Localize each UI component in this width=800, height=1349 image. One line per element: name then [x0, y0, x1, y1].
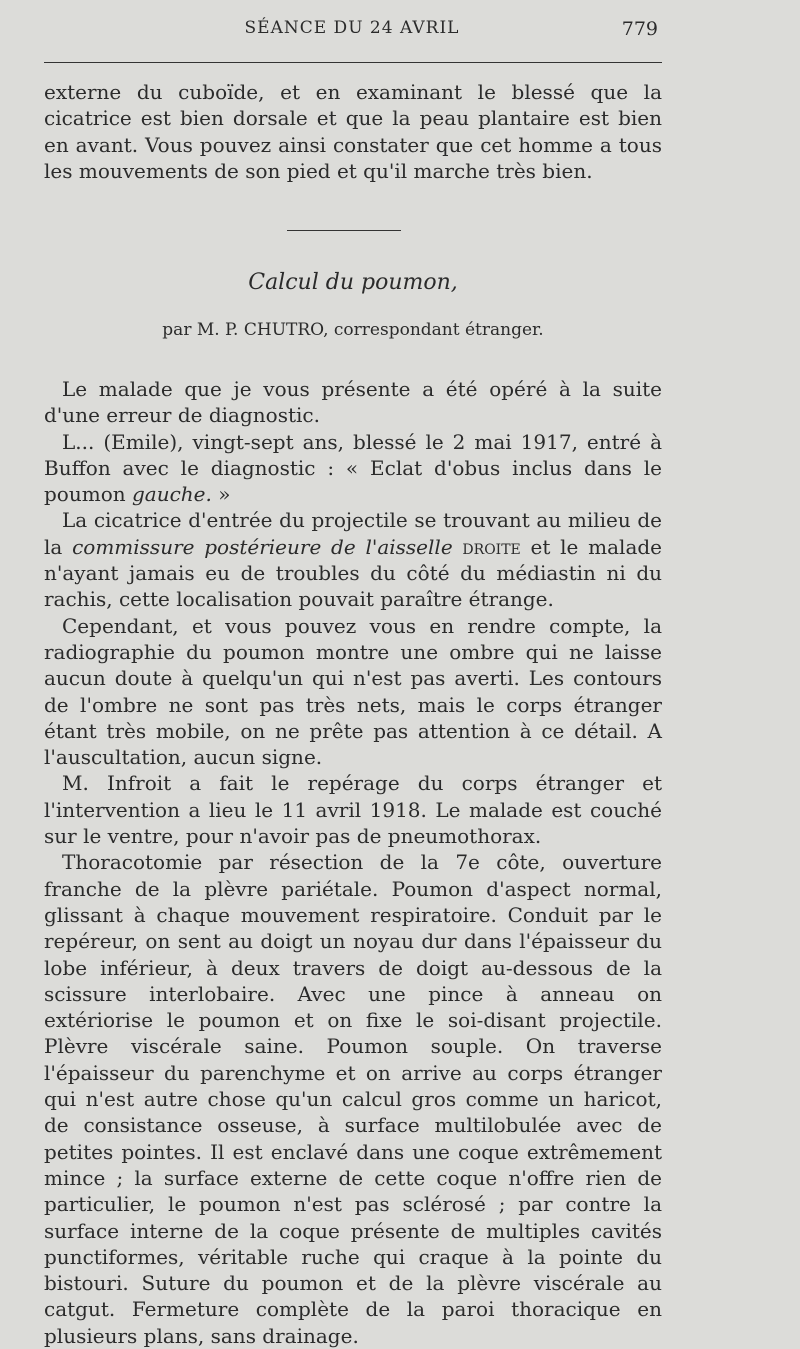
paragraph-2-end: »	[211, 482, 231, 507]
article-byline: par M. P. CHUTRO, correspondant étranger.	[162, 320, 544, 340]
page-number: 779	[621, 18, 658, 40]
paragraph-3	[44, 507, 662, 612]
paragraph-3-smallcaps: droite	[462, 534, 521, 559]
intro-paragraph-block	[44, 79, 662, 184]
section-separator	[287, 230, 401, 231]
paragraph-1: Le malade que je vous présente a été opéré à la suite d'une erreur de diagnostic.	[44, 377, 662, 428]
paragraph-3-italic: commissure postérieure de l'aisselle	[72, 534, 453, 559]
paragraph-2-italic: gauche.	[131, 482, 212, 507]
paragraph-4: Cependant, et vous pouvez vous en rendre compte, la radiographie du poumon montre une ombre qui ne laisse aucun doute à quelqu'un qui n'est pas averti. Les contours de l'ombre ne sont pas très nets, mais le corps étranger étant très mobile, on ne prête pas attention à ce détail. A l'auscultation, aucun signe.	[44, 613, 662, 770]
paragraph-5: M. Infroit a fait le repérage du corps étranger et l'intervention a lieu le 11 avril 1918. Le malade est couché sur le ventre, pour n'avoir pas de pneumothorax.	[44, 771, 662, 849]
header-rule	[44, 62, 662, 63]
paragraph-3-start: La cicatrice d'entrée du projectile se trouvant au milieu de la	[44, 508, 662, 559]
paragraph-6: Thoracotomie par résection de la 7e côte, ouverture franche de la plèvre pariétale. Poumon d'aspect normal, glissant à chaque mouvement respiratoire. Conduit par le repéreur, on sent au doigt un noyau dur dans l'épaisseur du lobe inférieur, à deux travers de doigt au-dessous de la scissure interlobaire. Avec une pince à anneau on extériorise le poumon et on fixe le soi-disant projectile. Plèvre viscérale saine. Poumon souple. On traverse l'épaisseur du parenchyme et on arrive au corps étranger qui n'est autre chose qu'un calcul gros comme un haricot, de consistance osseuse, à surface multilobulée avec de petites pointes. Il est enclavé dans une coque extrêmement mince ; la surface externe de cette coque n'offre rien de particulier, le poumon n'est pas sclérosé ; par contre la surface interne de la coque présente de multiples cavités punctiformes, véritable ruche qui craque à la pointe du bistouri. Suture du poumon et de la plèvre viscérale au catgut. Fermeture complète de la paroi thoracique en plusieurs plans, sans drainage.	[44, 850, 662, 1348]
intro-paragraph: externe du cuboïde, et en examinant le blessé que la cicatrice est bien dorsale et que la peau plantaire est bien en avant. Vous pouvez ainsi constater que cet homme a tous les mouvements de son pied et qu'il marche très bien.	[44, 80, 662, 183]
paragraph-2-text: L... (Emile), vingt-sept ans, blessé le 2 mai 1917, entré à Buffon avec le diagnostic : « Eclat d'obus inclus dans le poumon	[44, 429, 662, 507]
article-body	[44, 376, 662, 1349]
article-title: Calcul du poumon,	[248, 270, 458, 295]
paragraph-3-end: et le malade n'ayant jamais eu de troubles du côté du médiastin ni du rachis, cette localisation pouvait paraître étrange.	[44, 534, 663, 612]
paragraph-2	[44, 429, 662, 508]
running-head: SÉANCE DU 24 AVRIL	[244, 18, 460, 38]
